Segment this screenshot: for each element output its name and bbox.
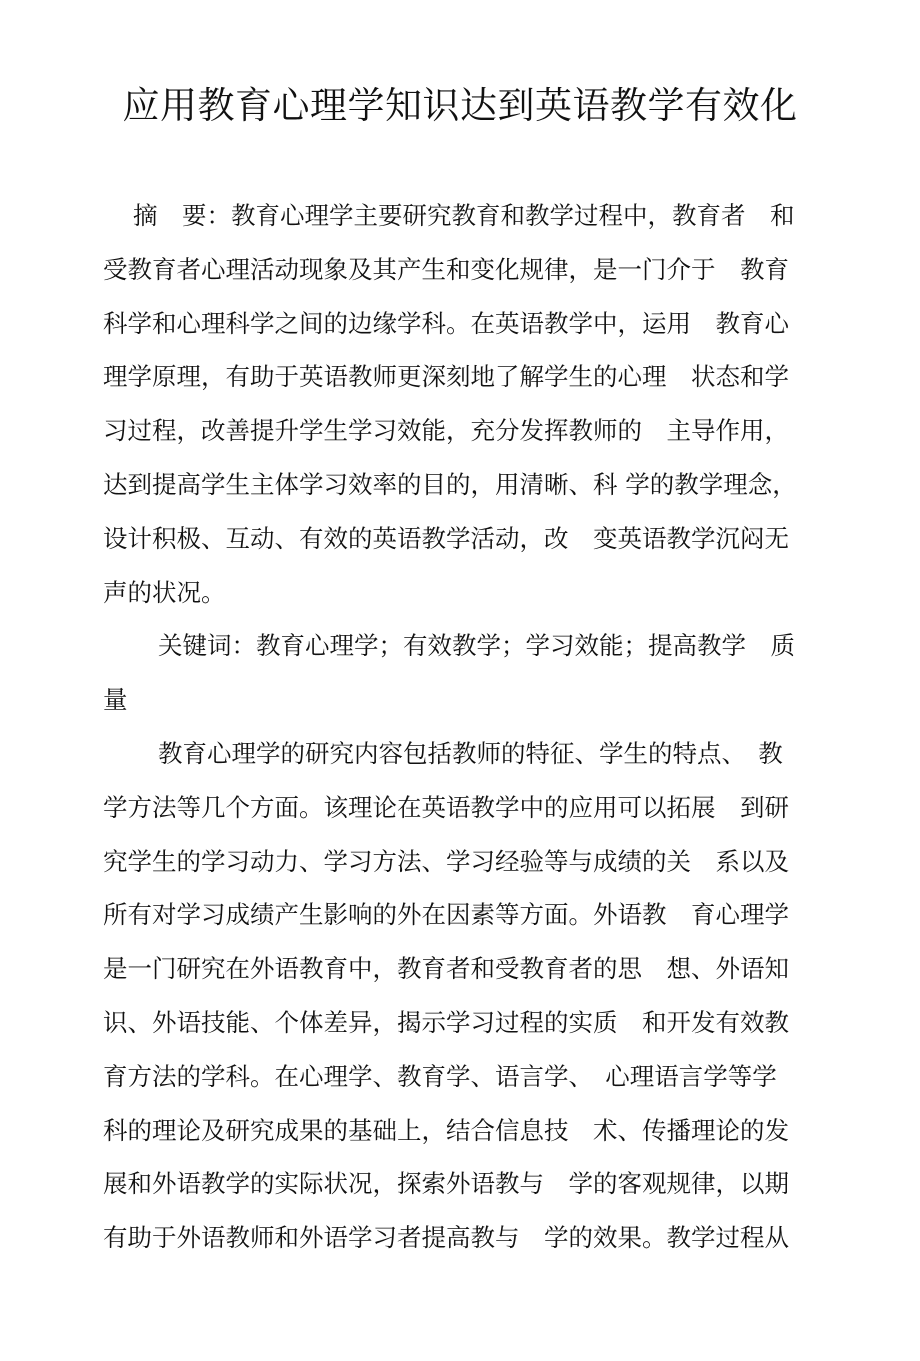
paragraph-line: 育方法的学科。在心理学、教育学、语言学、 心理语言学等学	[103, 1061, 777, 1091]
keywords-line: 量	[103, 685, 128, 715]
abstract-line: 习过程，改善提升学生学习效能，充分发挥教师的 主导作用，	[103, 416, 789, 446]
abstract-line: 达到提高学生主体学习效率的目的，用清晰、科 学的教学理念，	[103, 469, 797, 499]
abstract-line: 理学原理，有助于英语教师更深刻地了解学生的心理 状态和学	[103, 362, 789, 392]
document-title: 应用教育心理学知识达到英语教学有效化	[122, 84, 798, 127]
paragraph-line: 有助于外语教师和外语学习者提高教与 学的效果。教学过程从	[103, 1223, 789, 1253]
abstract-line: 声的状况。	[103, 577, 226, 607]
document-body	[103, 189, 833, 1265]
paragraph-line: 是一门研究在外语教育中，教育者和受教育者的思 想、外语知	[103, 954, 789, 984]
keywords-section	[103, 619, 833, 727]
abstract-line: 受教育者心理活动现象及其产生和变化规律，是一门介于 教育	[103, 254, 789, 284]
keywords-line: 关键词：教育心理学；有效教学；学习效能；提高教学 质	[158, 631, 795, 661]
paragraph-line: 究学生的学习动力、学习方法、学习经验等与成绩的关 系以及	[103, 846, 789, 876]
abstract-section	[103, 189, 833, 619]
paragraph-line: 学方法等几个方面。该理论在英语教学中的应用可以拓展 到研	[103, 792, 789, 822]
paragraph-line: 展和外语教学的实际状况，探索外语教与 学的客观规律，以期	[103, 1169, 789, 1199]
paragraph-line: 识、外语技能、个体差异，揭示学习过程的实质 和开发有效教	[103, 1007, 789, 1037]
abstract-line: 设计积极、互动、有效的英语教学活动，改 变英语教学沉闷无	[103, 523, 789, 553]
paragraph-line: 教育心理学的研究内容包括教师的特征、学生的特点、 教	[158, 738, 783, 768]
body-paragraph	[103, 727, 833, 1265]
paragraph-line: 所有对学习成绩产生影响的外在因素等方面。外语教 育心理学	[103, 900, 789, 930]
paragraph-line: 科的理论及研究成果的基础上，结合信息技 术、传播理论的发	[103, 1115, 789, 1145]
abstract-line: 摘 要：教育心理学主要研究教育和教学过程中，教育者 和	[133, 201, 795, 230]
abstract-line: 科学和心理科学之间的边缘学科。在英语教学中，运用 教育心	[103, 308, 789, 338]
